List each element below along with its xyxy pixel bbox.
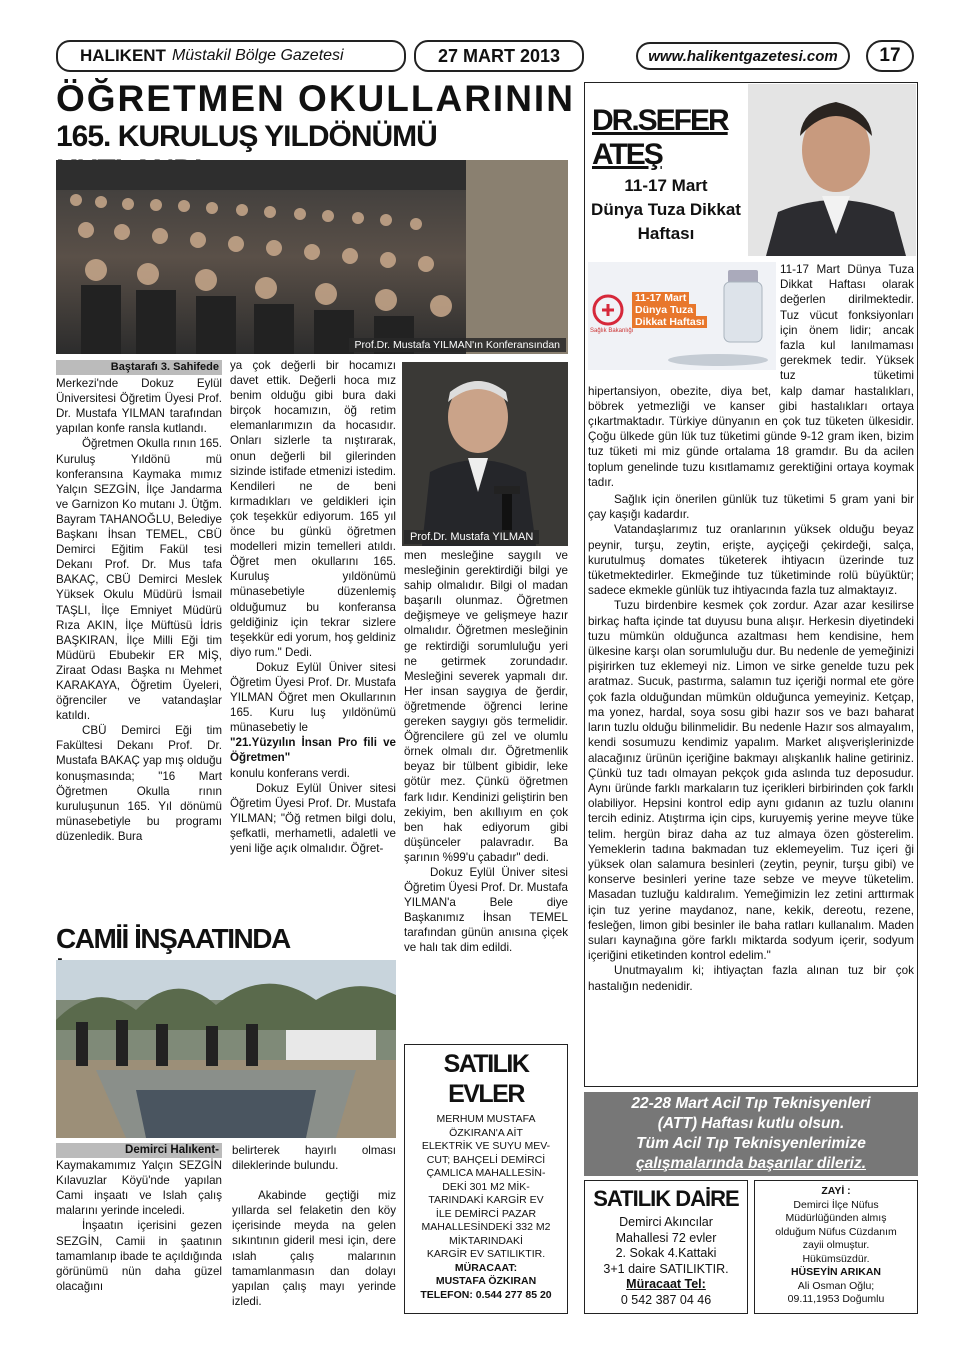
- ad-line: DEKİ 301 M2 MİK-: [442, 1180, 530, 1193]
- col1-paragraph: CBÜ Demirci Eği tim Fakültesi Dekanı Prof. Dr. Mustafa BAKAÇ yap mış olduğu konuşmasında; "16 Mart Öğretmen Okulla rının kuruluşunun 165. Yıl dönümü münasebetiyle bu programı düzenledik. Bura: [56, 724, 222, 843]
- ad-line: Mahallesi 72 evler: [615, 1230, 717, 1245]
- issue-date: 27 MART 2013: [437, 45, 561, 66]
- camii-paragraph: Kaymakamımız Yalçın SEZGİN Kılavuzlar Köyü'nde yapılan Cami inşaatı ve Islah çalış malarını yerinde inceledi.: [56, 1159, 222, 1218]
- columnist-name: DR.SEFER ATEŞ: [592, 104, 728, 171]
- ad-line: MAHALLESİNDEKİ 332 M2: [421, 1221, 551, 1233]
- ad-line: olduğum Nüfus Cüzdanım: [775, 1225, 897, 1238]
- speaker-photo-art: [402, 362, 568, 546]
- satilik-evler-ad: [404, 1044, 568, 1314]
- camii-photo: [56, 960, 396, 1138]
- satilik-daire-title: SATILIK DAİRE: [593, 1186, 739, 1211]
- att-line: 22-28 Mart Acil Tıp Teknisyenleri: [631, 1095, 871, 1112]
- att-line: (ATT) Haftası kutlu olsun.: [657, 1115, 845, 1132]
- zayi-details: 09.11,1953 Doğumlu: [787, 1293, 885, 1305]
- ad-line: zayii olmuştur.: [802, 1239, 870, 1251]
- zayi-details: Ali Osman Oğlu;: [797, 1279, 875, 1292]
- col2-paragraph: Dokuz Eylül Üniver sitesi Öğretim Üyesi Prof. Dr. Mustafa YILMAN; "Öğ retmen bilgi dolu, şefkatli, merhametli, adaletli ve yeni liğe açık olmalıdır. Öğret-: [230, 781, 396, 855]
- col3-paragraph: men mesleğine saygılı ve mesleğinin gerektirdiği bilgi ye sahip olmalıdır. Bilgi ol madan başarılı olunmaz. Öğretmen değişmeye ve gelişmeye hazır olmalıdır. Öğretmen mesleğinin ge rektirdiği sorumluluğu yeri ne getirmek zorundadır. Mesleğini severek yapmalı dır. Her insan saygıya de ğerdir, öğretmende öğrenci lerine gereken saygıyı gös termelidir. Öğrencilere gü zel ve olumlu örnek olmalı dır. Öğretmenlik beyaz bir tülbent gibidir, leke götür mez. Çünkü öğretmen fark lıdır. Kendinizi geliştirin ben zekiyim, ben akıllıyım en çok ben hak ediyorum gibi düşünceler palavradır. Ba şarının %99'u çabadır" dedi.: [404, 549, 568, 864]
- contact-phone: 0 542 387 04 46: [620, 1292, 712, 1307]
- ad-line: Demirci İlçe Nüfus: [793, 1198, 879, 1211]
- ministry-logo-text: Sağlık Bakanlığı: [590, 328, 634, 334]
- website-pill: [636, 42, 850, 70]
- ad-line: 2. Sokak 4.Kattaki: [615, 1246, 717, 1260]
- masthead-name-pill: [56, 40, 406, 72]
- page-number-pill: [866, 40, 914, 72]
- zayi-ad: [754, 1180, 918, 1314]
- contact-label: Müracaat Tel:: [626, 1277, 706, 1291]
- camii-photo-art: [56, 960, 396, 1138]
- ad-line: Demirci Akıncılar: [619, 1215, 713, 1229]
- camii-kicker: Demirci Halıkent-: [56, 1143, 222, 1158]
- column-paragraph: Sağlık için önerilen günlük tuz tüketimi 5 gram yani bir çay kaşığı kadardır.: [588, 493, 914, 522]
- camii-col2: [232, 1143, 396, 1309]
- ad-line: ÇAMLICA MAHALLESİN-: [426, 1167, 546, 1179]
- ad-line: ELEKTRİK VE SUYU MEV-: [421, 1140, 551, 1152]
- audience-photo-caption: Prof.Dr. Mustafa YILMAN'ın Konferansından: [349, 338, 567, 352]
- zayi-title: ZAYİ :: [821, 1185, 851, 1197]
- audience-photo: [56, 160, 568, 354]
- ad-line: Hükümsüzdür.: [802, 1252, 870, 1265]
- banner-line: 11-17 Mart: [632, 292, 689, 304]
- banner-line: Dikkat Haftası: [632, 316, 707, 328]
- camii-paragraph: İnşaatın içerisini gezen SEZGİN, Camii in şaatının tamamlanıp ibade te açıldığında görünümü nün daha güzel olacağını: [56, 1219, 222, 1293]
- columnist-portrait: [748, 84, 916, 256]
- ad-line: KARGİR EV SATILIKTIR.: [426, 1248, 546, 1260]
- camii-col1: [56, 1143, 222, 1294]
- website[interactable]: www.halikentgazetesi.com: [648, 47, 838, 65]
- conference-title: "21.Yüzyılın İnsan Pro fili ve Öğretmen": [230, 736, 396, 765]
- satilik-evler-title: SATILIK EVLER: [443, 1050, 529, 1108]
- camii-paragraph: belirterek hayırlı olması dileklerinde bulundu.: [232, 1144, 396, 1173]
- ad-line: CUT; BAHÇELİ DEMİRCİ: [426, 1153, 546, 1166]
- ad-line: 3+1 daire SATILIKTIR.: [603, 1261, 729, 1276]
- column-title-line: Dünya Tuza Dikkat: [591, 200, 741, 219]
- article-kicker: Baştarafı 3. Sahifede: [56, 360, 222, 375]
- col1-paragraph: Öğretmen Okulla rının 165. Kuruluş Yıldönü mü konferansına Kaymaka mımız Yalçın SEZGİN, İlçe Jandarma ve Garnizon Ko mutanı J. Ütğm. Bayram TAHANOĞLU, Belediye Başkanı İhsan TEMEL, CBÜ Demirci Eğitim Fakül tesi Dekanı Prof. Dr. Mus tafa BAKAÇ, CBÜ Demirci Meslek Yüksek Okulu Müdürü İsmail TAŞLI, İlçe Emniyet Müdürü Rıza AKIN, İlçe Müftüsü İdris BAŞKIRAN, İlçe Milli Eği tim Müdürü Ebubekir ER MİŞ, Ziraat Odası Başka nı Mehmet KARAKAYA, Öğretim Üyeleri, öğrenciler ve vatandaşlar katıldı.: [56, 437, 222, 723]
- page-number: 17: [879, 45, 901, 66]
- contact-phone: TELEFON: 0.544 277 85 20: [420, 1288, 552, 1301]
- column-title-line: Haftası: [637, 224, 695, 243]
- ad-line: İLE DEMİRCİ PAZAR: [435, 1207, 537, 1220]
- column-title: [584, 174, 748, 246]
- ad-line: ÖZKIRAN'A AİT: [449, 1126, 523, 1139]
- col1-paragraph: Merkezi'nde Dokuz Eylül Üniversitesi Öğretim Üyesi Prof. Dr. Mustafa YILMAN tarafından yapılan konfe ransla kutlandı.: [56, 377, 222, 436]
- camii-paragraph: Akabinde geçtiği miz yıllarda sel felaketin den köy içerisinde meyda na gelen sıkıntının gideril mesi için, dere ıslah çalış malarının tamamlanmasın dan dolayı yapılan çalış mayı yerinde izledi.: [232, 1189, 396, 1308]
- col2-paragraph: Dokuz Eylül Üniver sitesi Öğretim Üyesi Prof. Dr. Mustafa YILMAN Öğret men Okullarının 165. Kuru luş yıldönümü münasebetiy le: [230, 660, 396, 735]
- ad-line: TARINDAKİ KARGİR EV: [428, 1194, 544, 1206]
- column-body: [588, 262, 914, 994]
- main-article-col1: [56, 360, 222, 844]
- banner-line: Dünya Tuza: [632, 304, 696, 316]
- att-banner: [584, 1092, 918, 1176]
- column-paragraph: Tuzu birdenbire kesmek çok zordur. Azar azar kesilirse birkaç hafta içinde tat duyusu buna alışır. Herkesin diyetindeki tuzu mümkün olduğunca azaltması hem kendisine, hem ülkesine karşı olan sorumluluğu dur. Bu nedenle de yemeğinizi pişirirken tuz eklemeyi niz. Limon ve sirke genelde tuzu pek aratmaz. Sucuk, pastırma, salamın tuz içeriği normal ete göre çok fazla olduğundan mümkün olduğunca yemeyiniz. Ketçap, ma yonez, hardal, soya sosu gibi hazır sos ve bazı baharat ların tuzlu olduğu bilinmelidir. Bu nedenle Hazır sos almayalım, kendi sosumuzu kendimiz yapalım. Market alışverişlerinizde alacağınız ürünün içeriğine bakmayı alışkanlık haline getiriniz. Çünkü tuz tadı olmayan pekçok gıda aslında tuz deposudur. Aynı üründe farklı markaların tuz içerikleri birbirinden çok farklı olabiliyor. Hepsini kontrol edip aynı gıdanın az tuzlu olanını tercih ediniz. Atıştırma için cips, kuruyemiş yerine meyve tüke telim. hergün biraz daha az tuz almaya özen gösterelim. Yemeklerin tadına bakmadan tuz eklemeyelim. Tuz içeri ği yüksek olan salamura besinleri (zeytin, peynir, turşu gibi) ve konserve besinleri yerine taze sebze ve meyve tüketelim. Masadan tuzluğu kaldıralım. Yemeğimizin lez zetini arttırmak için tuz yerine maydanoz, nane, kekik, dereotu, rezene, fesleğen, limon gibi besinler ile baha ratları kullanalım. Maden suları kaynağına göre farklı miktarda sodyum içerir, sodyum içeriğini etiketinden kontrol edelim.": [588, 599, 914, 963]
- contact-label: MÜRACAAT:: [454, 1261, 518, 1274]
- satilik-daire-ad: [584, 1180, 748, 1314]
- att-line: Tüm Acil Tıp Teknisyenlerimize: [636, 1135, 866, 1152]
- column-paragraph: Unutmayalım ki; ihtiyaçtan fazla alınan tuz bir çok hastalığın nedenidir.: [588, 964, 914, 993]
- ad-line: MERHUM MUSTAFA: [436, 1113, 536, 1125]
- masthead: [56, 40, 914, 74]
- main-headline-line2: 165. KURULUŞ YILDÖNÜMÜ: [56, 120, 437, 153]
- speaker-photo-caption: Prof.Dr. Mustafa YILMAN: [404, 530, 539, 544]
- column-float-spacer: [588, 262, 780, 374]
- column-paragraph: 11-17 Mart Dünya Tuza Dikkat Haftası olarak değerlen dirilmektedir. Tuz vücut fonksiyonları için önem lidir; ancak fazla kul lanılmaması gerekmek tedir. Yüksek tuz tüketimi hipertansiyon, obezite, diya bet, kalp damar hastalıkları, böbrek yetmezliği ve kanser gibi hastalıkları ortaya çıkartmaktadır. Türkiye dünyanın en çok tuz tüketen ülkesidir. Çoğu ülkede gün lük tuz tüketimi günde 9-12 gram iken, bizim tuz tüketi mi miz günde ortalama 18 gramdır. Bu da acilen toplum genelinde tuzu kısıtlamamız gerektiğini ortaya koymak tadır.: [588, 263, 914, 489]
- columnist-portrait-art: [748, 84, 916, 256]
- date-pill: [414, 40, 584, 72]
- col3-paragraph: Dokuz Eylül Üniver sitesi Öğretim Üyesi Prof. Dr. Mustafa YILMAN'a Bele diye Başkanımız İhsan TEMEL tarafından günün anısına çiçek ve halı tak dim edildi.: [404, 865, 568, 955]
- col2-paragraph: ya çok değerli bir hocamızı davet ettik. Değerli hoca mız benim olduğu gibi bura daki birçok hocamızın, öğ retim elemanlarımızın da hocasıdır. Onları sizlerle ta nıştırarak, onun değerli bil gilerinden sizinde istifade etmenizi istedim. Kendileri ne de beni kırmadıkları ve geldikleri için çok teşekkür ediyorum. 165 yıl önce bu günkü öğretmen modelleri mizin temelleri atıldı. Öğret men okullarını 165. Kuruluş yıldönümü münasebetiyle düzenlemiş olduğumuz bu konferansa geldiğiniz için tekrar sizlere teşekkür edi yorum, hoş geldiniz diyo rum." Dedi.: [230, 359, 396, 659]
- satilik-daire-body: [588, 1215, 744, 1308]
- column-paragraph: Vatandaşlarımız tuz oranlarının yüksek olduğu beyaz peynir, turşu, zeytin, erişte, ayçiçeği çekirdeği, salça, kurutulmuş domates tüketerek ihtiyacın üzerinde tuz tüketmektedirler. Ekmeğinde tuz tüketiminde rolü büyüktür; sadece ekmekle günlük tuz ihtiyacında fazla tuz almaktayız.: [588, 523, 914, 598]
- zayi-name: HÜSEYİN ARIKAN: [790, 1266, 882, 1278]
- satilik-evler-body: [408, 1113, 564, 1302]
- camii-headline: CAMİİ İNŞAATINDA: [56, 923, 289, 954]
- main-headline-line1: ÖĞRETMEN OKULLARININ: [56, 78, 575, 119]
- ad-line: MİKTARINDAKİ: [449, 1234, 523, 1247]
- main-article-col2: [230, 358, 396, 856]
- main-article-col3: [404, 548, 568, 956]
- audience-photo-art: [56, 160, 568, 354]
- column-title-line: 11-17 Mart: [624, 176, 708, 195]
- paper-name: HALIKENT: [80, 46, 166, 65]
- ad-line: Müdürlüğünden almış: [785, 1212, 887, 1224]
- speaker-photo: [402, 362, 568, 546]
- contact-name: MUSTAFA ÖZKIRAN: [435, 1275, 537, 1287]
- paper-subtitle: Müstakil Bölge Gazetesi: [171, 47, 344, 64]
- att-line: çalışmalarında başarılar dileriz.: [635, 1155, 867, 1172]
- col2-paragraph: konulu konferans verdi.: [230, 766, 350, 780]
